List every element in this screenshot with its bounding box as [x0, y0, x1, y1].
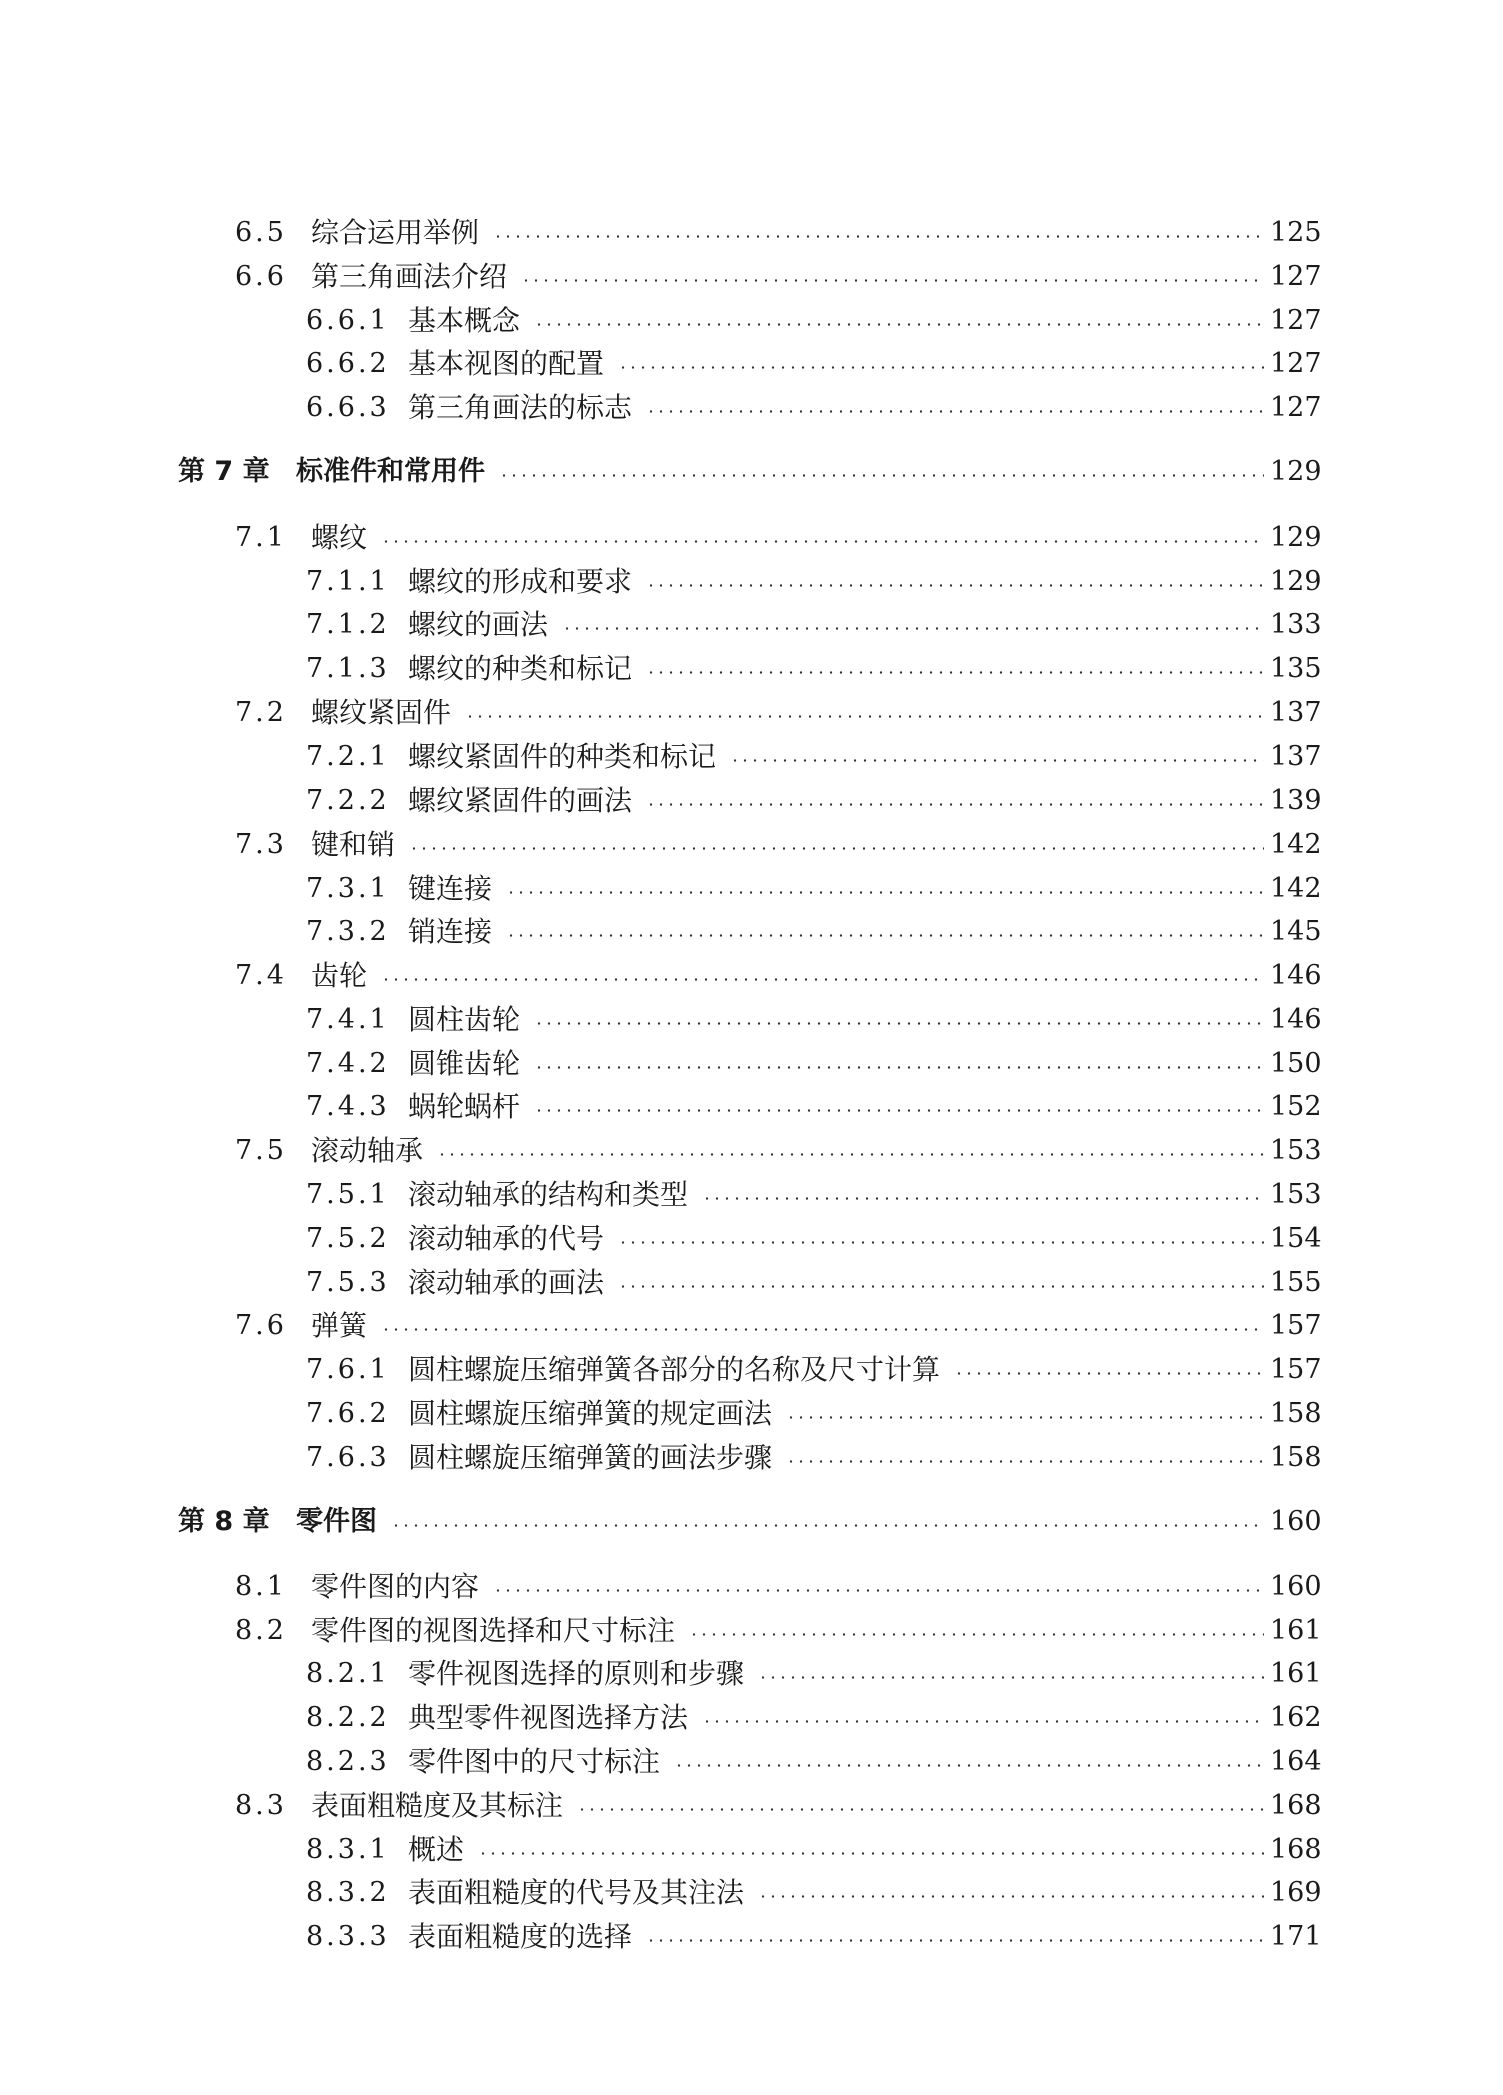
- toc-page-number: 153: [1270, 1179, 1322, 1210]
- toc-entry[interactable]: [306, 1000, 1322, 1040]
- toc-page-number: 129: [1270, 566, 1322, 597]
- toc-entry-title: 第三角画法介绍: [311, 260, 508, 293]
- toc-page-number: 164: [1270, 1746, 1322, 1777]
- toc-entry[interactable]: [235, 1306, 1322, 1346]
- toc-entry-title: 标准件和常用件: [296, 456, 485, 487]
- toc-leader-dots: [534, 1022, 1264, 1025]
- toc-page-number: 160: [1270, 1506, 1322, 1537]
- toc-page-number: 146: [1270, 1004, 1322, 1035]
- toc-entry-number: 6.6.2: [306, 348, 390, 379]
- toc-entry-number: 6.6: [235, 261, 287, 292]
- toc-page-number: 154: [1270, 1223, 1322, 1254]
- toc-entry-number: 7.1.2: [306, 609, 390, 640]
- toc-leader-dots: [618, 366, 1264, 369]
- toc-chapter-entry[interactable]: [178, 1502, 1322, 1542]
- toc-entry-title: 零件视图选择的原则和步骤: [408, 1657, 745, 1690]
- toc-entry[interactable]: [306, 737, 1322, 777]
- toc-entry[interactable]: [306, 649, 1322, 689]
- toc-entry[interactable]: [235, 825, 1322, 865]
- toc-entry-title: 滚动轴承的结构和类型: [408, 1178, 689, 1211]
- toc-leader-dots: [493, 1589, 1264, 1592]
- toc-entry[interactable]: [306, 1873, 1322, 1913]
- toc-page-number: 142: [1270, 873, 1322, 904]
- toc-leader-dots: [730, 759, 1264, 762]
- toc-entry-title: 圆柱螺旋压缩弹簧各部分的名称及尺寸计算: [408, 1353, 941, 1386]
- toc-leader-dots: [702, 1197, 1264, 1200]
- toc-entry-number: 7.4.3: [306, 1091, 390, 1122]
- toc-entry-number: 7.3.1: [306, 873, 390, 904]
- toc-leader-dots: [689, 1633, 1264, 1636]
- toc-leader-dots: [506, 891, 1264, 894]
- toc-entry[interactable]: [235, 1131, 1322, 1171]
- toc-entry[interactable]: [235, 213, 1322, 253]
- toc-leader-dots: [499, 474, 1264, 477]
- toc-entry-title: 零件图的内容: [311, 1570, 480, 1603]
- toc-page-number: 127: [1270, 261, 1322, 292]
- toc-entry-number: 7.5.2: [306, 1223, 390, 1254]
- toc-entry-title: 滚动轴承的代号: [408, 1222, 605, 1255]
- toc-entry-title: 滚动轴承的画法: [408, 1266, 605, 1299]
- toc-leader-dots: [534, 1109, 1264, 1112]
- toc-page-number: 129: [1270, 522, 1322, 553]
- toc-entry-title: 螺纹的形成和要求: [408, 565, 633, 598]
- toc-entry-number: 7.1.3: [306, 653, 390, 684]
- toc-entry[interactable]: [306, 1263, 1322, 1303]
- toc-entry-number: 7.5.3: [306, 1267, 390, 1298]
- toc-page-number: 168: [1270, 1834, 1322, 1865]
- toc-entry-title: 表面粗糙度的代号及其注法: [408, 1876, 745, 1909]
- toc-entry[interactable]: [306, 1742, 1322, 1782]
- toc-leader-dots: [381, 978, 1264, 981]
- toc-page-number: 150: [1270, 1048, 1322, 1079]
- toc-entry-number: 7.4.2: [306, 1048, 390, 1079]
- toc-entry-title: 零件图: [296, 1506, 377, 1537]
- toc-entry-title: 典型零件视图选择方法: [408, 1701, 689, 1734]
- toc-entry-number: 8.3.3: [306, 1921, 390, 1952]
- toc-page-number: 169: [1270, 1877, 1322, 1908]
- toc-page-number: 139: [1270, 785, 1322, 816]
- toc-leader-dots: [954, 1372, 1264, 1375]
- toc-entry-title: 螺纹的画法: [408, 608, 549, 641]
- toc-leader-dots: [437, 1153, 1264, 1156]
- toc-entry[interactable]: [235, 1611, 1322, 1651]
- toc-entry-title: 圆柱螺旋压缩弹簧的规定画法: [408, 1397, 773, 1430]
- toc-entry-title: 螺纹: [311, 521, 368, 554]
- toc-entry-number: 8.2.2: [306, 1702, 390, 1733]
- toc-leader-dots: [534, 1066, 1264, 1069]
- toc-page-number: 158: [1270, 1442, 1322, 1473]
- toc-leader-dots: [562, 627, 1264, 630]
- toc-entry-title: 第三角画法的标志: [408, 391, 633, 424]
- toc-page-number: 129: [1270, 456, 1322, 487]
- toc-entry[interactable]: [306, 1438, 1322, 1478]
- toc-entry[interactable]: [306, 1830, 1322, 1870]
- toc-leader-dots: [646, 584, 1264, 587]
- toc-entry[interactable]: [235, 518, 1322, 558]
- toc-entry-number: 8.2.1: [306, 1658, 390, 1689]
- toc-page-number: 153: [1270, 1135, 1322, 1166]
- toc-entry-title: 圆柱齿轮: [408, 1003, 521, 1036]
- toc-entry-number: 7.6.1: [306, 1354, 390, 1385]
- toc-entry-number: 8.2: [235, 1615, 287, 1646]
- toc-entry-title: 滚动轴承: [311, 1134, 424, 1167]
- toc-page-number: 137: [1270, 697, 1322, 728]
- toc-leader-dots: [646, 410, 1264, 413]
- toc-entry-title: 蜗轮蜗杆: [408, 1090, 521, 1123]
- toc-page-number: 158: [1270, 1398, 1322, 1429]
- toc-leader-dots: [646, 1939, 1264, 1942]
- toc-entry-number: 7.5.1: [306, 1179, 390, 1210]
- toc-entry[interactable]: [306, 388, 1322, 428]
- toc-entry-number: 8.3.2: [306, 1877, 390, 1908]
- toc-entry-number: 7.6.2: [306, 1398, 390, 1429]
- toc-entry[interactable]: [235, 1786, 1322, 1826]
- toc-entry[interactable]: [235, 257, 1322, 297]
- toc-page-number: 137: [1270, 741, 1322, 772]
- toc-entry-title: 螺纹紧固件的种类和标记: [408, 740, 717, 773]
- toc-entry[interactable]: [306, 562, 1322, 602]
- toc-entry-title: 键和销: [311, 828, 396, 861]
- toc-entry[interactable]: [306, 1175, 1322, 1215]
- toc-entry-number: 7.2.2: [306, 785, 390, 816]
- toc-leader-dots: [786, 1460, 1264, 1463]
- toc-leader-dots: [758, 1895, 1264, 1898]
- toc-entry-number: 7.2: [235, 697, 287, 728]
- toc-leader-dots: [702, 1720, 1264, 1723]
- toc-page-number: 146: [1270, 960, 1322, 991]
- toc-entry[interactable]: [306, 781, 1322, 821]
- toc-leader-dots: [646, 803, 1264, 806]
- toc-page-number: 125: [1270, 217, 1322, 248]
- toc-entry-title: 概述: [408, 1833, 465, 1866]
- toc-entry[interactable]: [235, 1567, 1322, 1607]
- toc-leader-dots: [521, 279, 1264, 282]
- toc-entry-number: 7.1.1: [306, 566, 390, 597]
- toc-leader-dots: [381, 1328, 1264, 1331]
- toc-page-number: 162: [1270, 1702, 1322, 1733]
- toc-leader-dots: [381, 540, 1264, 543]
- toc-entry-number: 8.1: [235, 1571, 287, 1602]
- toc-leader-dots: [674, 1764, 1264, 1767]
- toc-entry-title: 基本概念: [408, 304, 521, 337]
- toc-page-number: 157: [1270, 1354, 1322, 1385]
- toc-entry-number: 7.4.1: [306, 1004, 390, 1035]
- toc-entry[interactable]: [306, 1044, 1322, 1084]
- toc-entry-title: 圆柱螺旋压缩弹簧的画法步骤: [408, 1441, 773, 1474]
- toc-entry-number: 7.5: [235, 1135, 287, 1166]
- toc-entry-number: 7.1: [235, 522, 287, 553]
- toc-page-number: 127: [1270, 305, 1322, 336]
- toc-entry-title: 螺纹紧固件的画法: [408, 784, 633, 817]
- toc-entry[interactable]: [306, 1698, 1322, 1738]
- toc-entry-title: 表面粗糙度及其标注: [311, 1789, 564, 1822]
- toc-entry-title: 综合运用举例: [311, 216, 480, 249]
- toc-page-number: 127: [1270, 348, 1322, 379]
- toc-entry-title: 螺纹的种类和标记: [408, 652, 633, 685]
- toc-entry[interactable]: [306, 301, 1322, 341]
- toc-entry-number: 6.5: [235, 217, 287, 248]
- toc-leader-dots: [646, 671, 1264, 674]
- toc-page-number: 135: [1270, 653, 1322, 684]
- toc-entry[interactable]: [235, 693, 1322, 733]
- toc-leader-dots: [391, 1524, 1264, 1527]
- toc-entry[interactable]: [306, 605, 1322, 645]
- toc-entry[interactable]: [306, 1394, 1322, 1434]
- toc-leader-dots: [758, 1676, 1264, 1679]
- toc-entry-title: 基本视图的配置: [408, 347, 605, 380]
- toc-entry[interactable]: [306, 1087, 1322, 1127]
- toc-entry-title: 弹簧: [311, 1309, 368, 1342]
- toc-leader-dots: [618, 1241, 1264, 1244]
- toc-page-number: 168: [1270, 1790, 1322, 1821]
- toc-entry-number: 6.6.3: [306, 392, 390, 423]
- toc-leader-dots: [409, 847, 1264, 850]
- toc-entry[interactable]: [306, 344, 1322, 384]
- toc-page-number: 157: [1270, 1310, 1322, 1341]
- toc-entry[interactable]: [306, 1917, 1322, 1957]
- toc-entry-number: 7.6: [235, 1310, 287, 1341]
- toc-entry-title: 螺纹紧固件: [311, 696, 452, 729]
- toc-entry[interactable]: [306, 912, 1322, 952]
- toc-entry[interactable]: [306, 1350, 1322, 1390]
- toc-entry-number: 7.6.3: [306, 1442, 390, 1473]
- toc-entry[interactable]: [235, 956, 1322, 996]
- toc-entry-number: 8.3.1: [306, 1834, 390, 1865]
- toc-leader-dots: [506, 934, 1264, 937]
- toc-leader-dots: [577, 1808, 1264, 1811]
- toc-entry-number: 8.3: [235, 1790, 287, 1821]
- toc-entry-title: 零件图中的尺寸标注: [408, 1745, 661, 1778]
- toc-entry-number: 7.2.1: [306, 741, 390, 772]
- toc-entry-number: 7.4: [235, 960, 287, 991]
- toc-entry-title: 圆锥齿轮: [408, 1047, 521, 1080]
- toc-page-number: 152: [1270, 1091, 1322, 1122]
- toc-page-number: 155: [1270, 1267, 1322, 1298]
- toc-leader-dots: [534, 323, 1264, 326]
- toc-entry[interactable]: [306, 1654, 1322, 1694]
- toc-leader-dots: [786, 1416, 1264, 1419]
- toc-entry-number: 7.3: [235, 829, 287, 860]
- toc-entry-number: 6.6.1: [306, 305, 390, 336]
- toc-page-number: 161: [1270, 1658, 1322, 1689]
- toc-leader-dots: [618, 1285, 1264, 1288]
- toc-leader-dots: [493, 235, 1264, 238]
- toc-entry-title: 键连接: [408, 872, 493, 905]
- toc-page-number: 145: [1270, 916, 1322, 947]
- toc-entry-title: 表面粗糙度的选择: [408, 1920, 633, 1953]
- toc-page-number: 127: [1270, 392, 1322, 423]
- toc-entry-title: 齿轮: [311, 959, 368, 992]
- toc-entry[interactable]: [306, 1219, 1322, 1259]
- toc-page-number: 133: [1270, 609, 1322, 640]
- toc-page-number: 160: [1270, 1571, 1322, 1602]
- toc-leader-dots: [465, 715, 1264, 718]
- toc-entry-number: 第 7 章: [178, 456, 270, 487]
- toc-entry[interactable]: [306, 869, 1322, 909]
- toc-entry-title: 零件图的视图选择和尺寸标注: [311, 1614, 676, 1647]
- toc-leader-dots: [478, 1852, 1264, 1855]
- toc-page-number: 171: [1270, 1921, 1322, 1952]
- toc-chapter-entry[interactable]: [178, 452, 1322, 492]
- toc-entry-number: 第 8 章: [178, 1506, 270, 1537]
- toc-page-number: 142: [1270, 829, 1322, 860]
- toc-entry-number: 8.2.3: [306, 1746, 390, 1777]
- toc-entry-title: 销连接: [408, 915, 493, 948]
- toc-entry-number: 7.3.2: [306, 916, 390, 947]
- toc-page-number: 161: [1270, 1615, 1322, 1646]
